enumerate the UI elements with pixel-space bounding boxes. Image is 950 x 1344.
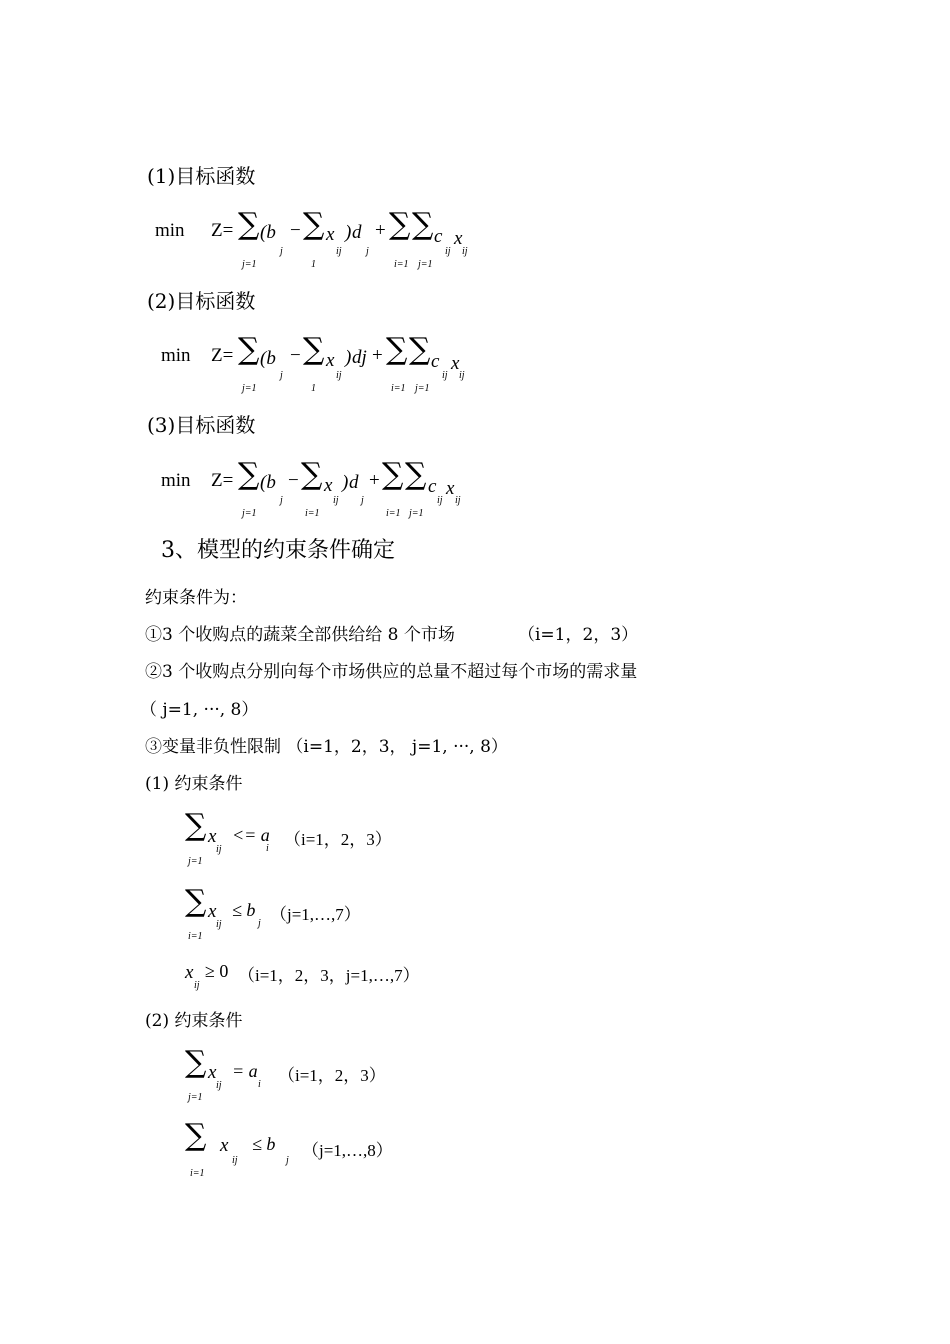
c-var: c	[431, 351, 440, 372]
c-var: c	[428, 476, 437, 497]
sum-lower-limit: i=1	[305, 508, 320, 519]
sum-symbol: ∑	[386, 332, 408, 367]
constraint-item-1: ①3 个收购点的蔬菜全部供给给 8 个市场	[145, 625, 455, 645]
subscript: i	[258, 1079, 261, 1090]
min-label: min	[161, 345, 191, 366]
sum-symbol: ∑	[389, 207, 411, 242]
constraint-item-3: ③变量非负性限制 （i=1，2，3， j=1, ···, 8）	[145, 737, 508, 757]
x-var: x	[324, 475, 333, 496]
x-var: x	[208, 826, 217, 847]
constraints-intro: 约束条件为：	[145, 588, 247, 608]
subscript: ij	[216, 1080, 222, 1091]
subscript: ij	[445, 246, 451, 257]
sum-symbol: ∑	[185, 884, 207, 919]
b-term: (b	[260, 472, 276, 493]
sum-lower-limit: i=1	[394, 259, 409, 270]
objective-2-heading: (2)目标函数	[147, 289, 256, 313]
rparen: )	[342, 472, 349, 493]
x-var: x	[220, 1135, 229, 1156]
rparen: )	[345, 222, 352, 243]
subscript: ij	[232, 1155, 238, 1166]
relation: ≥ 0	[205, 961, 229, 981]
subscript: ij	[333, 495, 339, 506]
sum-lower-limit: i=1	[188, 931, 203, 942]
x-var: x	[208, 901, 217, 922]
sum-lower-limit: j=1	[242, 383, 257, 394]
rparen: )	[345, 347, 352, 368]
sum-symbol: ∑	[238, 207, 260, 242]
subscript: ij	[336, 246, 342, 257]
sum-symbol: ∑	[238, 332, 260, 367]
sum-lower-limit: i=1	[391, 383, 406, 394]
plus-sign: +	[372, 345, 383, 366]
relation: <= a	[232, 825, 270, 845]
constraint-group-1-heading: (1) 约束条件	[145, 774, 243, 794]
d-term: d	[349, 472, 359, 493]
subscript: ij	[459, 370, 465, 381]
sum-symbol: ∑	[185, 808, 207, 843]
sum-lower-limit: i=1	[386, 508, 401, 519]
subscript: j	[280, 246, 283, 257]
x-var: x	[326, 224, 335, 245]
subscript: j	[258, 918, 261, 929]
section-title: 3、模型的约束条件确定	[161, 538, 395, 563]
index-range: （i=1，2，3）	[284, 830, 392, 849]
sum-symbol: ∑	[185, 1118, 207, 1153]
constraint-item-2-range: （ j=1, ···, 8）	[140, 700, 259, 720]
sum-lower-limit: j=1	[418, 259, 433, 270]
sum-symbol: ∑	[412, 207, 434, 242]
subscript: ij	[462, 246, 468, 257]
constraint-group-2-heading: (2) 约束条件	[145, 1011, 243, 1031]
c-var: c	[434, 226, 443, 247]
sum-symbol: ∑	[303, 332, 325, 367]
sum-symbol: ∑	[301, 457, 323, 492]
x-var: x	[454, 228, 463, 249]
subscript: ij	[455, 495, 461, 506]
minus-sign: −	[290, 345, 301, 366]
b-term: (b	[260, 348, 276, 369]
subscript: ij	[216, 844, 222, 855]
d-term: dj	[352, 347, 367, 368]
subscript: ij	[194, 980, 200, 991]
sum-symbol: ∑	[238, 457, 260, 492]
subscript: ij	[437, 495, 443, 506]
sum-lower-limit: 1	[311, 259, 316, 270]
x-var: x	[208, 1062, 217, 1083]
sum-symbol: ∑	[185, 1045, 207, 1080]
subscript: j	[280, 495, 283, 506]
relation: ≤ b	[252, 1134, 276, 1154]
d-term: d	[352, 222, 362, 243]
x-var: x	[451, 353, 460, 374]
x-var: x	[446, 478, 455, 499]
subscript: j	[280, 370, 283, 381]
sum-symbol: ∑	[382, 457, 404, 492]
minus-sign: −	[288, 470, 299, 491]
index-range: （i=1，2，3，j=1,…,7）	[238, 966, 420, 985]
z-label: Z=	[211, 470, 234, 491]
subscript: j	[361, 495, 364, 506]
b-term: (b	[260, 222, 276, 243]
plus-sign: +	[375, 220, 386, 241]
sum-lower-limit: j=1	[409, 508, 424, 519]
sum-lower-limit: j=1	[415, 383, 430, 394]
constraint-item-2: ②3 个收购点分别向每个市场供应的总量不超过每个市场的需求量	[145, 662, 638, 682]
z-label: Z=	[211, 220, 234, 241]
sum-symbol: ∑	[409, 332, 431, 367]
index-range: （j=1,…,7）	[270, 905, 361, 924]
subscript: j	[366, 246, 369, 257]
subscript: ij	[336, 370, 342, 381]
subscript: i	[266, 843, 269, 854]
sum-lower-limit: 1	[311, 383, 316, 394]
sum-symbol: ∑	[405, 457, 427, 492]
z-label: Z=	[211, 345, 234, 366]
min-label: min	[155, 220, 185, 241]
relation: = a	[232, 1061, 258, 1081]
subscript: ij	[216, 919, 222, 930]
subscript: ij	[442, 370, 448, 381]
sum-lower-limit: j=1	[188, 856, 203, 867]
objective-3-heading: (3)目标函数	[147, 413, 256, 437]
plus-sign: +	[369, 470, 380, 491]
relation: ≤ b	[232, 900, 256, 920]
sum-lower-limit: i=1	[190, 1168, 205, 1179]
sum-lower-limit: j=1	[242, 508, 257, 519]
constraint-item-1-range: （i=1，2，3）	[518, 625, 639, 645]
sum-lower-limit: j=1	[242, 259, 257, 270]
x-var: x	[326, 350, 335, 371]
x-var: x	[185, 962, 194, 983]
objective-1-heading: (1)目标函数	[147, 164, 256, 188]
sum-symbol: ∑	[303, 207, 325, 242]
minus-sign: −	[290, 220, 301, 241]
subscript: j	[286, 1155, 289, 1166]
index-range: （i=1，2，3）	[278, 1066, 386, 1085]
index-range: （j=1,…,8）	[302, 1141, 393, 1160]
sum-lower-limit: j=1	[188, 1092, 203, 1103]
min-label: min	[161, 470, 191, 491]
